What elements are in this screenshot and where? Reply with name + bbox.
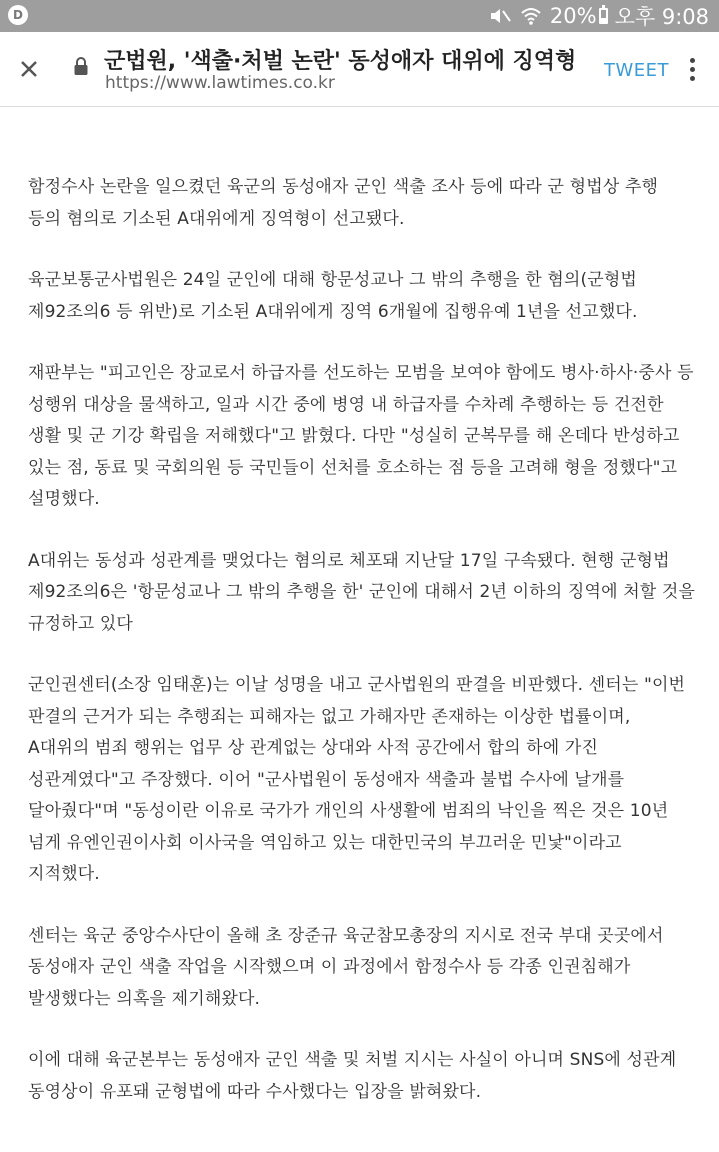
more-options-button[interactable] bbox=[682, 54, 702, 84]
article-paragraph: 이에 대해 육군본부는 동성애자 군인 색출 및 처벌 지시는 사실이 아니며 SNS에 성관계 동영상이 유포돼 군형법에 따라 수사했다는 입장을 밝혀왔다. bbox=[28, 1050, 677, 1102]
article-paragraph: 재판부는 "피고인은 장교로서 하급자를 선도하는 모범을 보여야 함에도 병사·하사·중사 등 성행위 대상을 물색하고, 일과 시간 중에 병영 내 하급자를 수차례 추행하는 등 건전한 생활 및 군 기강 확립을 저해했다"고 밝혔다. 다만 "성실히 군복무를 해 온데다 반성하고 있는 점, 동료 및 국회의원 등 국민들이 선처를 호소하는 점 등을 고려해 형을 정했다"고 설명했다. bbox=[28, 363, 694, 509]
battery-icon bbox=[599, 8, 608, 24]
tweet-button[interactable]: TWEET bbox=[604, 60, 670, 81]
article-paragraph: 센터는 육군 중앙수사단이 올해 초 장준규 육군참모총장의 지시로 전국 부대 곳곳에서 동성애자 군인 색출 작업을 시작했으며 이 과정에서 함정수사 등 각종 인권침해가 발생했다는 의혹을 제기해왔다. bbox=[28, 925, 664, 1009]
clock: 오후 9:08 bbox=[614, 5, 709, 29]
close-icon bbox=[19, 59, 39, 79]
page-title: 군법원, '색출·처벌 논란' 동성애자 대위에 징역형 bbox=[104, 49, 577, 74]
lock-icon bbox=[73, 56, 89, 76]
article-paragraph: 군인권센터(소장 임태훈)는 이날 성명을 내고 군사법원의 판결을 비판했다. 센터는 "이번 판결의 근거가 되는 추행죄는 피해자는 없고 가해자만 존재하는 이상한 법률이며, A대위의 범죄 행위는 업무 상 관계없는 상대와 사적 공간에서 합의 하에 가진 성관계였다"고 주장했다. 이어 "군사법원이 동성애자 색출과 불법 수사에 날개를 달아줬다"며 "동성이란 이유로 국가가 개인의 사생활에 범죄의 낙인을 찍은 것은 10년 넘게 유엔인권이사회 이사국을 역임하고 있는 대한민국의 부끄러운 민낯"이라고 지적했다. bbox=[28, 675, 686, 884]
mute-icon bbox=[488, 6, 512, 26]
app-badge-icon: D bbox=[8, 5, 28, 25]
article-paragraph: A대위는 동성과 성관계를 맺었다는 혐의로 체포돼 지난달 17일 구속됐다. 현행 군형법 제92조의6은 '항문성교나 그 밖의 추행을 한' 군인에 대해서 2년 이하의 징역에 처할 것을 규정하고 있다 bbox=[28, 550, 696, 634]
page-url: https://www.lawtimes.co.kr bbox=[105, 73, 335, 93]
wifi-icon bbox=[520, 6, 542, 26]
status-bar bbox=[0, 0, 719, 32]
battery-percent: 20% bbox=[549, 4, 597, 28]
article-paragraph: 함정수사 논란을 일으켰던 육군의 동성애자 군인 색출 조사 등에 따라 군 형법상 추행 등의 혐의로 기소된 A대위에게 징역형이 선고됐다. bbox=[28, 177, 659, 229]
article-paragraph: 육군보통군사법원은 24일 군인에 대해 항문성교나 그 밖의 추행을 한 혐의(군형법 제92조의6 등 위반)로 기소된 A대위에게 징역 6개월에 집행유예 1년을 선고했다. bbox=[28, 270, 638, 322]
close-button[interactable] bbox=[14, 54, 44, 84]
status-indicators bbox=[488, 3, 709, 29]
custom-tab-toolbar bbox=[0, 32, 719, 107]
more-vert-icon bbox=[690, 58, 695, 63]
article-body bbox=[28, 172, 696, 1138]
